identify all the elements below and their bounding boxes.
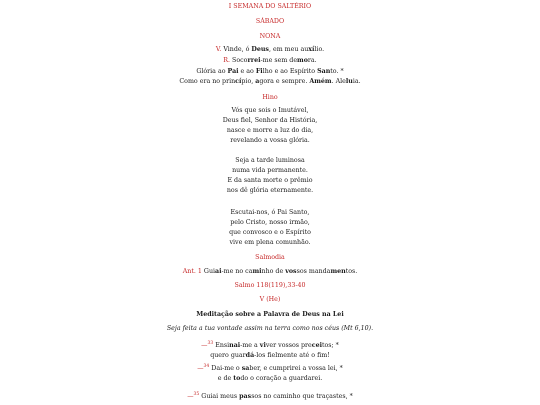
- ant-bold: mi: [252, 268, 262, 275]
- v-bold: xí: [308, 46, 315, 53]
- verse-number: —$^{34}$: [197, 363, 210, 372]
- ant-text: Gui: [201, 268, 216, 275]
- dox-text: Como era no prin: [179, 78, 236, 85]
- r-text: ra.: [307, 57, 317, 64]
- dox-bold: cí: [235, 78, 242, 85]
- verse-34-line-1: [0, 365, 540, 373]
- dox-bold: San: [317, 68, 331, 75]
- v-bold: Deus: [251, 46, 269, 53]
- hymn-line: pelo Cristo, nosso irmão,: [230, 219, 310, 226]
- hour-heading: NONA: [259, 33, 281, 40]
- verse-bold: cei: [311, 342, 322, 349]
- verse-text: sos no caminho que traçastes, *: [251, 393, 353, 400]
- dox-text: e ao: [238, 68, 256, 75]
- verse-text: -me a: [240, 342, 260, 349]
- dox-text: gora e sempre.: [259, 78, 310, 85]
- psalm-section: V (He): [259, 296, 281, 303]
- verse-text: Ensi: [215, 342, 230, 349]
- psalm-epigraph: Seja feita a tua vontade assim na terra como nos céus (Mt 6,10).: [166, 325, 374, 332]
- hymn-line: nasce e morre a luz do dia,: [226, 127, 314, 134]
- verse-number: —$^{35}$: [187, 391, 200, 400]
- hymn-line: numa vida permanente.: [232, 167, 308, 174]
- verse-bold: to: [233, 375, 241, 382]
- versicle-v: [0, 46, 540, 54]
- v-text: , em meu au: [268, 46, 309, 53]
- antiphon: [0, 268, 540, 276]
- dox-bold: Pai: [227, 68, 239, 75]
- verse-text: ber, e cumprirei a vossa lei, *: [249, 365, 343, 372]
- ant-text: nho de: [261, 268, 286, 275]
- verse-text: do o coração a guardarei.: [240, 375, 323, 382]
- versicle-r: [0, 57, 540, 65]
- verse-35-line-1: [0, 393, 540, 401]
- day-heading: SÁBADO: [255, 18, 285, 25]
- verse-34-line-2: [0, 375, 540, 383]
- verse-number-value: 34: [203, 363, 210, 369]
- verse-bold: dá: [245, 352, 255, 359]
- verse-text: tos; *: [321, 342, 339, 349]
- verse-text: e de: [217, 375, 234, 382]
- r-text: Soco: [232, 57, 248, 64]
- ant-bold: ai: [215, 268, 222, 275]
- r-bold: mo: [297, 57, 308, 64]
- hymn-line: Escutai-nos, ó Pai Santo,: [230, 209, 310, 216]
- ant-text: -me no ca: [221, 268, 253, 275]
- r-bold: rrei: [247, 57, 261, 64]
- v-mark: V.: [215, 46, 222, 53]
- hymn-line: E da santa morte o prêmio: [227, 177, 313, 184]
- verse-number-value: 35: [193, 391, 200, 397]
- verse-number: —$^{33}$: [201, 340, 214, 349]
- verse-bold: vi: [259, 342, 266, 349]
- verse-bold: pas: [239, 393, 252, 400]
- v-text: Vinde, ó: [223, 46, 252, 53]
- v-text: lio.: [314, 46, 325, 53]
- hymn-line: que convosco e o Espírito: [229, 229, 311, 236]
- dox-bold: lu: [345, 78, 353, 85]
- verse-number-value: 33: [207, 340, 214, 346]
- hymn-line: Vós que sois o Imutável,: [231, 107, 309, 114]
- verse-text: Dai-me o: [211, 365, 242, 372]
- ant-bold: vos: [285, 268, 297, 275]
- dox-text: to. *: [330, 68, 344, 75]
- hymn-line: Deus fiel, Senhor da História,: [222, 117, 318, 124]
- hymn-title: Hino: [262, 94, 278, 101]
- verse-bold: sa: [241, 365, 250, 372]
- week-heading: I SEMANA DO SALTÉRIO: [228, 3, 312, 10]
- psalmody-title: Salmodia: [255, 254, 285, 261]
- verse-text: -los fielmente até o fim!: [254, 352, 330, 359]
- hymn-line: Seja a tarde luminosa: [235, 157, 305, 164]
- hymn-line: revelando a vossa glória.: [230, 137, 310, 144]
- doxology-line-1: [0, 68, 540, 76]
- verse-text: ver vossos pre: [265, 342, 312, 349]
- ant-text: sos manda: [296, 268, 331, 275]
- verse-bold: nai: [229, 342, 241, 349]
- doxology-line-2: [0, 78, 540, 86]
- antiphon-label: Ant. 1: [182, 268, 202, 275]
- dox-bold: Fi: [255, 68, 263, 75]
- verse-text: Guiai meus: [201, 393, 240, 400]
- hymn-line: vive em plena comunhão.: [229, 239, 311, 246]
- dox-text: lho e ao Espírito: [262, 68, 318, 75]
- dox-text: . Ale: [331, 78, 346, 85]
- r-mark: R.: [223, 57, 231, 64]
- ant-text: tos.: [345, 268, 358, 275]
- dox-bold: a: [255, 78, 260, 85]
- psalm-reference: Salmo 118(119),33-40: [234, 282, 306, 289]
- hymn-line: nos dê glória eternamente.: [226, 187, 314, 194]
- verse-text: quero guar: [210, 352, 246, 359]
- dox-text: ia.: [352, 78, 361, 85]
- r-text: -me sem de: [260, 57, 298, 64]
- verse-33-line-1: [0, 342, 540, 350]
- verse-33-line-2: [0, 352, 540, 360]
- dox-bold: Amém: [309, 78, 332, 85]
- psalm-title: Meditação sobre a Palavra de Deus na Lei: [196, 311, 344, 318]
- dox-text: pio,: [241, 78, 256, 85]
- ant-bold: men: [330, 268, 346, 275]
- dox-text: Glória ao: [196, 68, 228, 75]
